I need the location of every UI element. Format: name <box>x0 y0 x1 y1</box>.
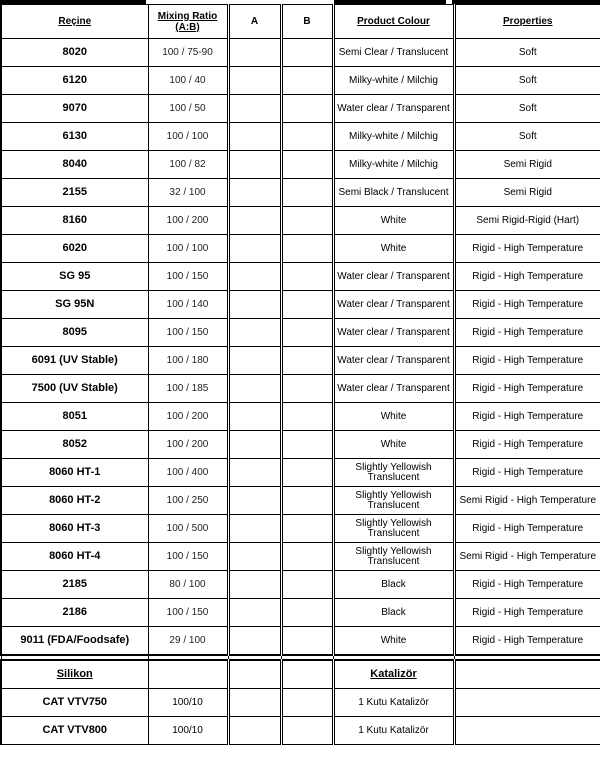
amount-a-cell <box>228 515 281 543</box>
table-row <box>1 207 600 235</box>
resin-name: 8020 <box>1 39 148 67</box>
amount-b-cell <box>281 39 333 67</box>
amount-b-cell <box>281 431 333 459</box>
resin-name: 8060 HT-2 <box>1 487 148 515</box>
amount-a-cell <box>228 123 281 151</box>
table-row <box>1 123 600 151</box>
table-row <box>1 599 600 627</box>
product-colour: Black <box>333 571 454 599</box>
table-row <box>1 39 600 67</box>
resin-name: 8051 <box>1 403 148 431</box>
catalyst-package: 1 Kutu Katalizör <box>333 717 454 745</box>
properties: Rigid - High Temperature <box>454 235 600 263</box>
properties: Rigid - High Temperature <box>454 375 600 403</box>
properties: Rigid - High Temperature <box>454 599 600 627</box>
mixing-ratio: 100 / 150 <box>148 263 228 291</box>
mixing-ratio: 100 / 100 <box>148 235 228 263</box>
properties: Soft <box>454 123 600 151</box>
table-row <box>1 403 600 431</box>
mixing-ratio: 100 / 150 <box>148 543 228 571</box>
catalyst-ratio: 100/10 <box>148 717 228 745</box>
resin-name: 6020 <box>1 235 148 263</box>
table-row <box>1 319 600 347</box>
amount-b-cell <box>281 207 333 235</box>
silicone-section-header <box>1 660 600 689</box>
table-row <box>1 689 600 717</box>
mixing-ratio: 100 / 250 <box>148 487 228 515</box>
resin-name: 2186 <box>1 599 148 627</box>
table-row <box>1 179 600 207</box>
product-colour: Black <box>333 599 454 627</box>
catalyst-name: CAT VTV750 <box>1 689 148 717</box>
properties: Soft <box>454 39 600 67</box>
properties: Rigid - High Temperature <box>454 515 600 543</box>
mixing-ratio: 100 / 50 <box>148 95 228 123</box>
header-properties: Properties <box>454 5 600 39</box>
amount-b-cell <box>281 403 333 431</box>
properties: Semi Rigid - High Temperature <box>454 487 600 515</box>
resin-name: 9011 (FDA/Foodsafe) <box>1 627 148 656</box>
product-colour: Slightly Yellowish Translucent <box>333 459 454 487</box>
amount-b-cell <box>281 571 333 599</box>
amount-b-cell <box>281 717 333 745</box>
catalyst-ratio: 100/10 <box>148 689 228 717</box>
product-colour: Milky-white / Milchig <box>333 151 454 179</box>
properties: Semi Rigid - High Temperature <box>454 543 600 571</box>
amount-b-cell <box>281 151 333 179</box>
amount-a-cell <box>228 543 281 571</box>
resin-name: SG 95N <box>1 291 148 319</box>
resin-name: 2155 <box>1 179 148 207</box>
amount-a-cell <box>228 375 281 403</box>
table-row <box>1 487 600 515</box>
header-mixing-ratio: Mixing Ratio (A:B) <box>148 5 228 39</box>
amount-a-cell <box>228 599 281 627</box>
product-colour: Semi Black / Translucent <box>333 179 454 207</box>
amount-a-cell <box>228 263 281 291</box>
resin-name: 8095 <box>1 319 148 347</box>
properties: Rigid - High Temperature <box>454 571 600 599</box>
properties: Rigid - High Temperature <box>454 627 600 656</box>
product-colour: Water clear / Transparent <box>333 375 454 403</box>
product-colour: Water clear / Transparent <box>333 319 454 347</box>
product-colour: Water clear / Transparent <box>333 347 454 375</box>
properties: Rigid - High Temperature <box>454 431 600 459</box>
amount-a-cell <box>228 207 281 235</box>
mixing-ratio: 100 / 75-90 <box>148 39 228 67</box>
empty-cell <box>228 660 281 689</box>
product-colour: White <box>333 235 454 263</box>
mixing-ratio: 100 / 185 <box>148 375 228 403</box>
product-colour: Semi Clear / Translucent <box>333 39 454 67</box>
resin-name: 8060 HT-4 <box>1 543 148 571</box>
mixing-ratio: 32 / 100 <box>148 179 228 207</box>
amount-b-cell <box>281 459 333 487</box>
table-row <box>1 95 600 123</box>
amount-b-cell <box>281 291 333 319</box>
amount-a-cell <box>228 571 281 599</box>
resin-name: 6120 <box>1 67 148 95</box>
table-row <box>1 459 600 487</box>
amount-a-cell <box>228 487 281 515</box>
mixing-ratio: 100 / 500 <box>148 515 228 543</box>
properties: Semi Rigid <box>454 179 600 207</box>
amount-a-cell <box>228 151 281 179</box>
table-row <box>1 515 600 543</box>
empty-cell <box>454 717 600 745</box>
amount-b-cell <box>281 347 333 375</box>
catalyst-name: CAT VTV800 <box>1 717 148 745</box>
amount-b-cell <box>281 67 333 95</box>
amount-b-cell <box>281 123 333 151</box>
mixing-ratio: 100 / 100 <box>148 123 228 151</box>
amount-a-cell <box>228 431 281 459</box>
catalyst-package: 1 Kutu Katalizör <box>333 689 454 717</box>
header-product-colour: Product Colour <box>333 5 454 39</box>
empty-cell <box>454 660 600 689</box>
amount-b-cell <box>281 689 333 717</box>
resin-name: 6091 (UV Stable) <box>1 347 148 375</box>
mixing-ratio: 100 / 150 <box>148 599 228 627</box>
resin-name: 2185 <box>1 571 148 599</box>
table-row <box>1 291 600 319</box>
resin-name: 7500 (UV Stable) <box>1 375 148 403</box>
amount-a-cell <box>228 319 281 347</box>
amount-b-cell <box>281 95 333 123</box>
header-b: B <box>281 5 333 39</box>
resin-name: 8060 HT-3 <box>1 515 148 543</box>
mixing-ratio: 100 / 200 <box>148 431 228 459</box>
amount-a-cell <box>228 235 281 263</box>
resin-table-body <box>1 5 600 745</box>
amount-b-cell <box>281 179 333 207</box>
mixing-ratio: 100 / 200 <box>148 207 228 235</box>
resin-name: 8040 <box>1 151 148 179</box>
amount-b-cell <box>281 235 333 263</box>
properties: Semi Rigid <box>454 151 600 179</box>
product-colour: White <box>333 403 454 431</box>
catalyst-title: Katalizör <box>333 660 454 689</box>
amount-a-cell <box>228 95 281 123</box>
table-row <box>1 375 600 403</box>
silicone-title: Silikon <box>1 660 148 689</box>
product-colour: Milky-white / Milchig <box>333 123 454 151</box>
product-colour: Water clear / Transparent <box>333 291 454 319</box>
resin-name: 9070 <box>1 95 148 123</box>
amount-a-cell <box>228 347 281 375</box>
product-colour: Milky-white / Milchig <box>333 67 454 95</box>
table-row <box>1 627 600 656</box>
properties: Rigid - High Temperature <box>454 319 600 347</box>
amount-a-cell <box>228 627 281 656</box>
properties: Rigid - High Temperature <box>454 403 600 431</box>
product-colour: White <box>333 431 454 459</box>
properties: Soft <box>454 67 600 95</box>
product-colour: White <box>333 207 454 235</box>
amount-b-cell <box>281 599 333 627</box>
mixing-ratio: 100 / 400 <box>148 459 228 487</box>
amount-a-cell <box>228 291 281 319</box>
amount-b-cell <box>281 515 333 543</box>
table-row <box>1 347 600 375</box>
table-row <box>1 263 600 291</box>
resin-name: SG 95 <box>1 263 148 291</box>
mixing-ratio: 29 / 100 <box>148 627 228 656</box>
product-colour: Slightly Yellowish Translucent <box>333 487 454 515</box>
amount-b-cell <box>281 375 333 403</box>
mixing-ratio: 100 / 140 <box>148 291 228 319</box>
table-row <box>1 571 600 599</box>
product-colour: Water clear / Transparent <box>333 263 454 291</box>
product-colour: Slightly Yellowish Translucent <box>333 515 454 543</box>
table-row <box>1 543 600 571</box>
resin-table <box>0 4 600 745</box>
amount-b-cell <box>281 319 333 347</box>
table-row <box>1 717 600 745</box>
amount-a-cell <box>228 459 281 487</box>
properties: Rigid - High Temperature <box>454 291 600 319</box>
table-row <box>1 431 600 459</box>
mixing-ratio: 100 / 150 <box>148 319 228 347</box>
header-resin: Reçine <box>1 5 148 39</box>
properties: Rigid - High Temperature <box>454 459 600 487</box>
amount-a-cell <box>228 179 281 207</box>
amount-b-cell <box>281 543 333 571</box>
amount-a-cell <box>228 39 281 67</box>
amount-a-cell <box>228 717 281 745</box>
properties: Rigid - High Temperature <box>454 263 600 291</box>
amount-a-cell <box>228 403 281 431</box>
product-colour: White <box>333 627 454 656</box>
properties: Rigid - High Temperature <box>454 347 600 375</box>
mixing-ratio: 100 / 40 <box>148 67 228 95</box>
mixing-ratio: 100 / 180 <box>148 347 228 375</box>
table-header-row <box>1 5 600 39</box>
mixing-ratio: 80 / 100 <box>148 571 228 599</box>
resin-name: 8060 HT-1 <box>1 459 148 487</box>
table-row <box>1 235 600 263</box>
empty-cell <box>454 689 600 717</box>
resin-name: 8052 <box>1 431 148 459</box>
mixing-ratio: 100 / 82 <box>148 151 228 179</box>
table-row <box>1 151 600 179</box>
amount-b-cell <box>281 627 333 656</box>
amount-b-cell <box>281 263 333 291</box>
table-row <box>1 67 600 95</box>
product-colour: Water clear / Transparent <box>333 95 454 123</box>
mixing-ratio: 100 / 200 <box>148 403 228 431</box>
resin-name: 6130 <box>1 123 148 151</box>
properties: Semi Rigid-Rigid (Hart) <box>454 207 600 235</box>
amount-b-cell <box>281 487 333 515</box>
product-colour: Slightly Yellowish Translucent <box>333 543 454 571</box>
properties: Soft <box>454 95 600 123</box>
amount-a-cell <box>228 689 281 717</box>
empty-cell <box>281 660 333 689</box>
resin-name: 8160 <box>1 207 148 235</box>
header-a: A <box>228 5 281 39</box>
amount-a-cell <box>228 67 281 95</box>
empty-cell <box>148 660 228 689</box>
